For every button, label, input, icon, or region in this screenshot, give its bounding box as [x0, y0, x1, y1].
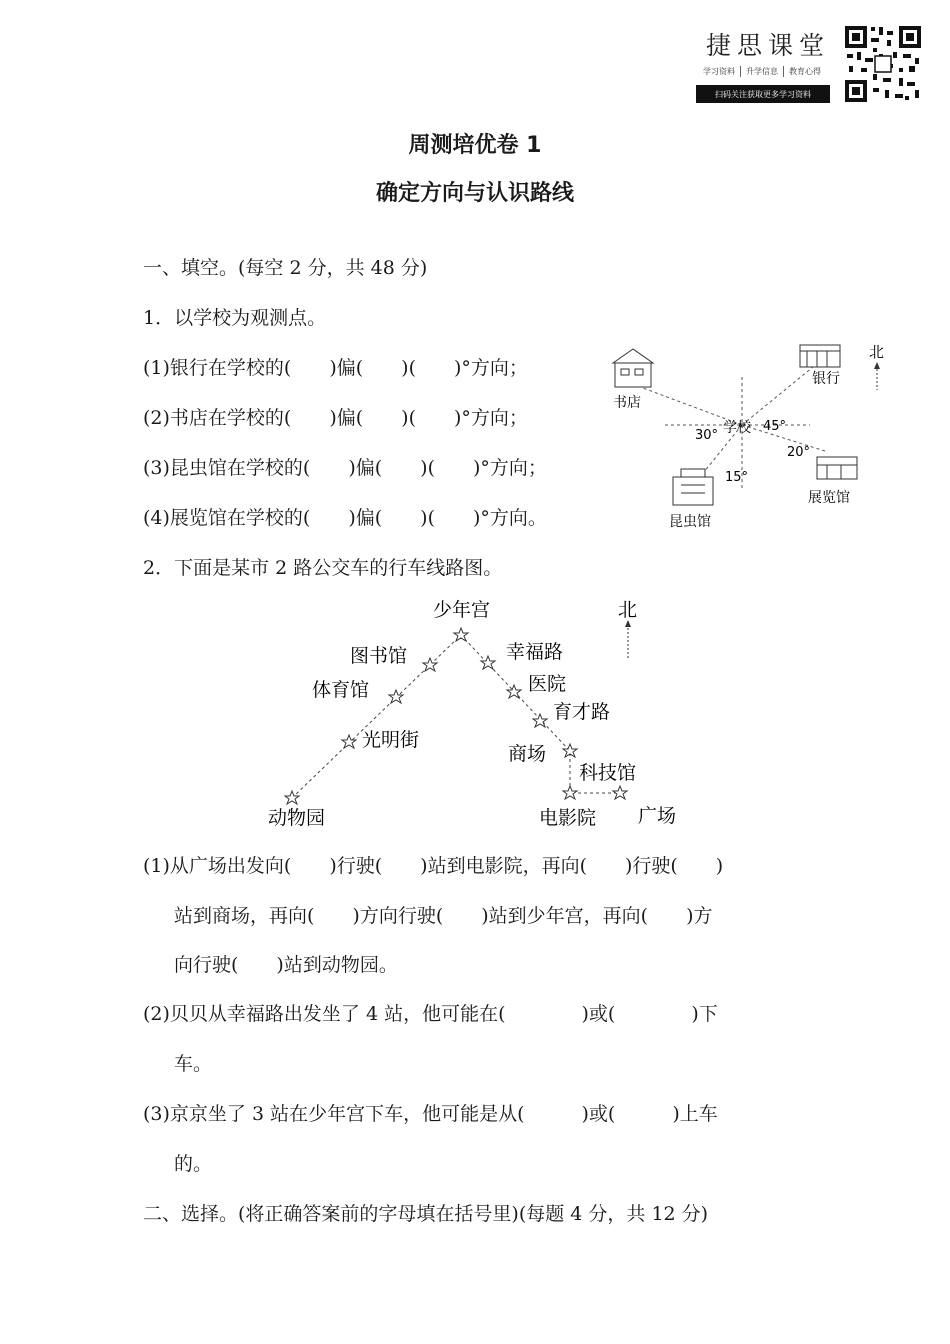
question-item: (1)银行在学校的( )偏( )( )°方向；: [143, 357, 528, 379]
stop-label: 图书馆: [350, 645, 408, 667]
qr-code-icon: [843, 24, 923, 104]
brand-tags: [698, 66, 826, 77]
insect-museum-icon: [673, 469, 713, 505]
stop-star-icon: [533, 714, 547, 727]
question-item: (1)从广场出发向( )行驶( )站到电影院，再向( )行驶( ): [143, 855, 724, 877]
stop-label: 体育馆: [312, 679, 370, 701]
question-item-cont: 车。: [174, 1053, 213, 1075]
brand-tag: 升学信息: [741, 66, 784, 77]
north-label: 北: [618, 599, 638, 621]
north-arrow-icon: [874, 362, 880, 390]
stop-label: 幸福路: [506, 641, 564, 663]
center-label: 学校: [723, 420, 751, 436]
stop-label: 科技馆: [579, 762, 637, 784]
question-item: (2)书店在学校的( )偏( )( )°方向；: [143, 407, 528, 429]
question-item: (4)展览馆在学校的( )偏( )( )°方向。: [143, 507, 547, 529]
north-label: 北: [869, 343, 885, 361]
place-label: 书店: [613, 395, 641, 411]
place-label: 昆虫馆: [669, 514, 711, 530]
stop-star-icon: [389, 690, 403, 703]
brand-title: 捷思课堂: [706, 31, 831, 60]
place-label: 展览馆: [808, 490, 850, 506]
stop-label: 动物园: [268, 807, 326, 829]
question-item: (3)昆虫馆在学校的( )偏( )( )°方向；: [143, 457, 547, 479]
direction-diagram: [605, 335, 895, 535]
place-label: 银行: [812, 371, 840, 387]
angle-label: 20°: [787, 445, 811, 460]
angle-label: 15°: [725, 470, 749, 485]
stop-star-icon: [613, 786, 627, 799]
question-item-cont: 的。: [174, 1153, 213, 1175]
angle-label: 30°: [695, 428, 719, 443]
section-heading: 二、选择。(将正确答案前的字母填在括号里)(每题 4 分，共 12 分): [143, 1203, 709, 1225]
question-item-cont: 站到商场，再向( )方向行驶( )站到少年宫，再向( )方: [174, 905, 713, 927]
north-arrow-icon: [625, 620, 631, 658]
exhibition-hall-icon: [817, 457, 857, 479]
stop-label: 光明街: [362, 729, 420, 751]
stop-star-icon: [563, 786, 577, 799]
stop-label: 育才路: [553, 701, 611, 723]
stop-label: 医院: [528, 673, 567, 695]
sub-title: 确定方向与认识路线: [375, 181, 574, 206]
question-item-cont: 向行驶( )站到动物园。: [174, 954, 398, 976]
stop-label: 电影院: [539, 807, 597, 829]
brand-tag: 教育心得: [789, 67, 821, 76]
bus-route-map: [250, 590, 710, 835]
question-stem: 1．以学校为观测点。: [143, 307, 327, 329]
main-title: 周测培优卷 1: [408, 133, 542, 158]
stop-star-icon: [342, 735, 356, 748]
brand-tag: 学习资料: [698, 66, 741, 77]
bank-icon: [800, 345, 840, 367]
stop-label: 商场: [508, 743, 547, 765]
angle-label: 45°: [763, 419, 787, 434]
question-item: (2)贝贝从幸福路出发坐了 4 站，他可能在( )或( )下: [143, 1003, 718, 1025]
brand-bar: 扫码关注获取更多学习资料: [696, 85, 830, 103]
bookstore-icon: [613, 349, 653, 387]
stop-label: 广场: [638, 805, 677, 827]
stop-label: 少年宫: [433, 599, 491, 621]
question-item: (3)京京坐了 3 站在少年宫下车，他可能是从( )或( )上车: [143, 1103, 718, 1125]
question-stem: 2．下面是某市 2 路公交车的行车线路图。: [143, 557, 503, 579]
section-heading: 一、填空。(每空 2 分，共 48 分): [143, 257, 428, 279]
